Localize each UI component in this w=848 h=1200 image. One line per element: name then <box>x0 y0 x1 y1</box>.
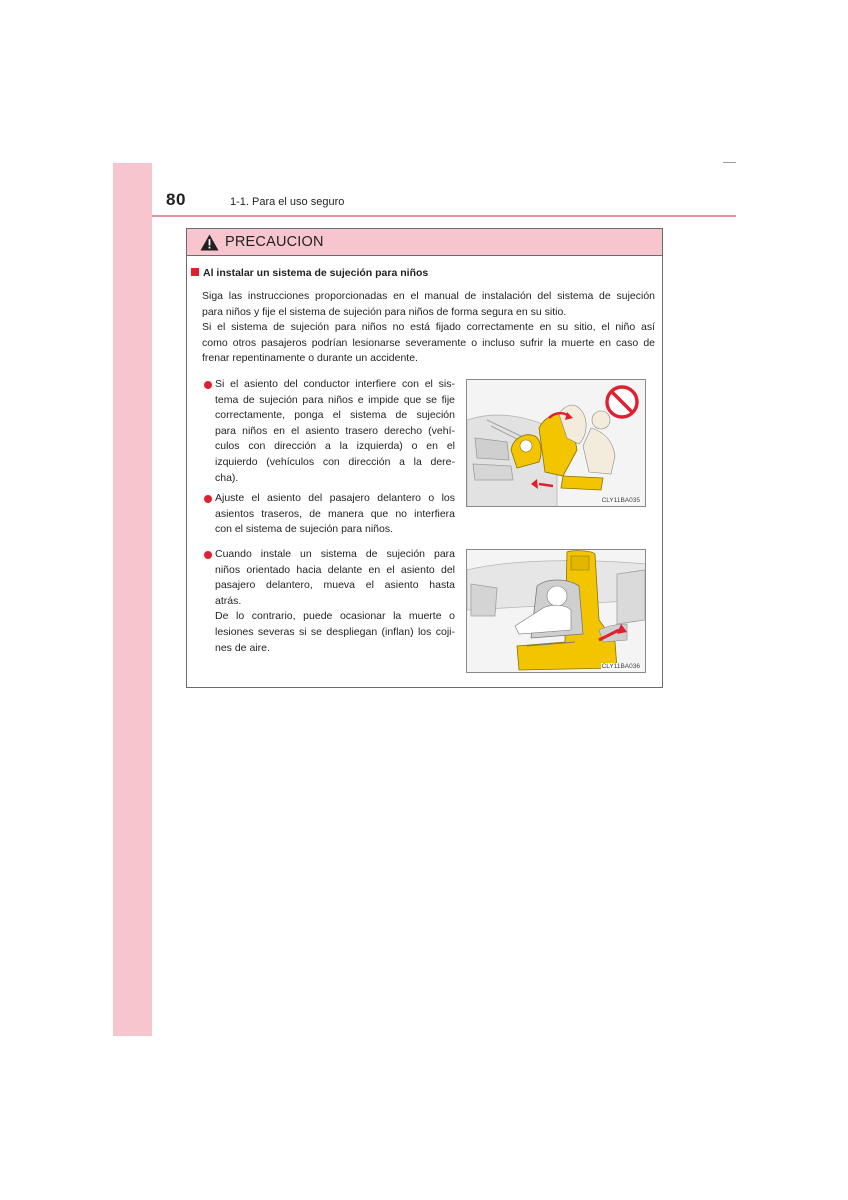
bullet-line: tema de sujeción para niños e impide que se fije <box>215 393 455 406</box>
bullet-line: niños orientado hacia delante en el asiento del <box>215 563 455 576</box>
caution-subheading <box>191 267 428 279</box>
page-number: 80 <box>166 190 186 209</box>
figure-code: CLY11BA036 <box>601 663 640 670</box>
paragraph-line: Siga las instrucciones proporcionadas en el manual de instalación del sistema de sujeción <box>202 290 655 302</box>
bullet-line: atrás. <box>215 594 242 607</box>
bullet-line: izquierdo (vehículos con dirección a la dere- <box>215 455 455 468</box>
red-bullet-icon <box>204 551 212 559</box>
paragraph-line: como otros pasajeros podrían lesionarse severamente o incluso sufrir la muerte en caso de <box>202 336 655 349</box>
top-margin-mark <box>723 162 736 163</box>
bullet-line: Si el asiento del conductor interfiere con el sis- <box>215 378 455 390</box>
red-square-bullet-icon <box>191 268 199 276</box>
caution-title: PRECAUCION <box>225 234 324 250</box>
header-rule <box>152 215 736 217</box>
bullet-line: con el sistema de sujeción para niños. <box>215 523 394 536</box>
bullet-line: culos con dirección a la izquierda) o en el <box>215 440 455 453</box>
red-bullet-icon <box>204 495 212 503</box>
instruction-paragraph <box>202 289 655 367</box>
bullet-driver-seat-interference <box>201 377 455 486</box>
figure-front-passenger-seat <box>466 549 646 673</box>
side-tab <box>113 163 152 1036</box>
warning-triangle-icon <box>200 234 219 251</box>
paragraph-line: frenar repentinamente o durante un accidente. <box>202 352 418 365</box>
bullet-line: correctamente, ponga el sistema de sujeción <box>215 409 455 422</box>
bullet-line: pasajero delantero, mueva el asiento hasta <box>215 579 455 592</box>
bullet-line: para niños en el asiento trasero derecho (vehí- <box>215 424 455 437</box>
caution-header <box>187 229 662 256</box>
bullet-adjust-seats <box>201 491 455 538</box>
section-title: 1-1. Para el uso seguro <box>230 196 345 208</box>
figure-code: CLY11BA035 <box>601 497 640 504</box>
bullet-forward-facing-front-seat <box>201 547 455 656</box>
bullet-line: cha). <box>215 471 239 484</box>
bullet-line: lesiones severas si se despliegan (inflan) los coji- <box>215 625 455 638</box>
paragraph-line: para niños y fije el sistema de sujeción para niños de forma segura en su sitio. <box>202 305 567 318</box>
bullet-line: De lo contrario, puede ocasionar la muerte o <box>215 610 455 623</box>
red-bullet-icon <box>204 381 212 389</box>
bullet-line: nes de aire. <box>215 641 270 654</box>
bullet-line: Cuando instale un sistema de sujeción para <box>215 548 455 560</box>
bullet-line: Ajuste el asiento del pasajero delantero o los <box>215 492 455 504</box>
paragraph-line: Si el sistema de sujeción para niños no está fijado correctamente en su sitio, el niño así <box>202 321 655 334</box>
caution-subheading-text: Al instalar un sistema de sujeción para niños <box>203 267 429 279</box>
figure-driver-seat-conflict <box>466 379 646 507</box>
seat-conflict-illustration <box>467 380 646 507</box>
front-seat-illustration <box>467 550 646 673</box>
bullet-line: asientos traseros, de manera que no interfiera <box>215 507 455 520</box>
caution-box <box>186 228 663 688</box>
